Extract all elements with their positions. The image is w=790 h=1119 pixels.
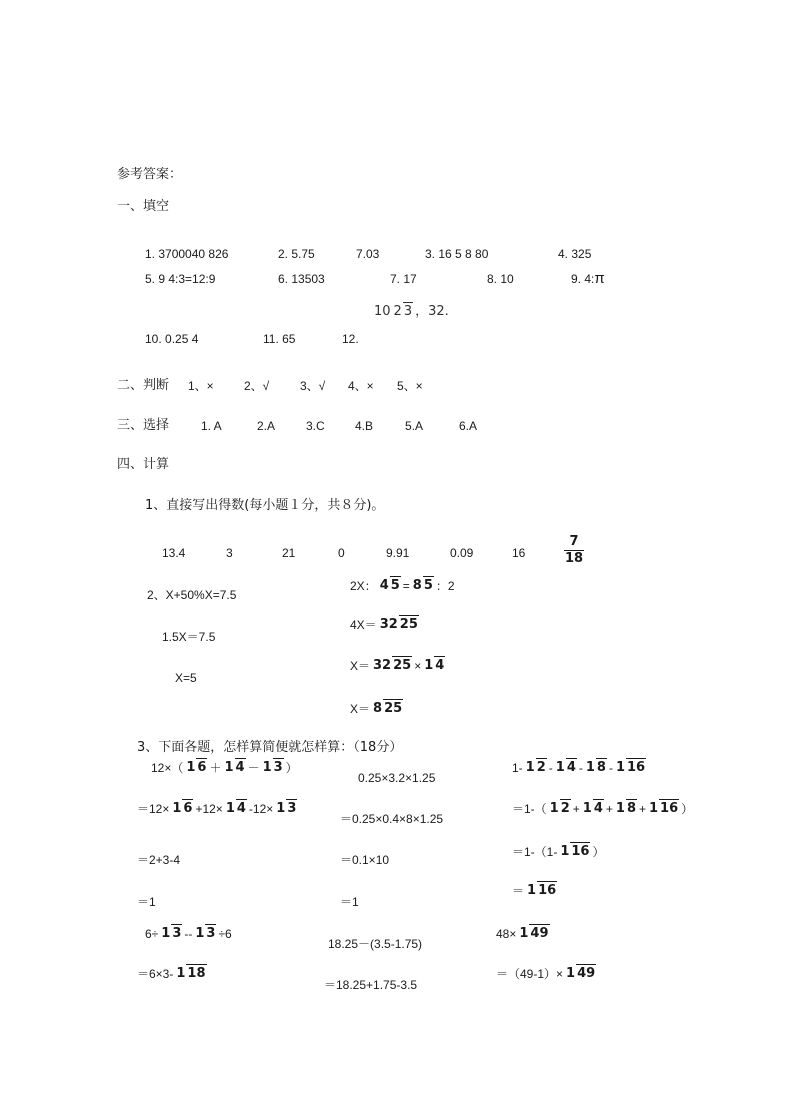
fraction: 1 8 [585, 760, 606, 775]
expr-text: ：2 [435, 578, 455, 593]
judge-4: 4、× [348, 379, 374, 393]
section-3-heading: 三、选择 [117, 418, 170, 433]
judge-3: 3、√ [300, 379, 326, 393]
fraction: 1 4 [424, 658, 445, 673]
expr-text: ） [285, 760, 298, 775]
fraction: 1 3 [161, 926, 182, 941]
fraction: 1 49 [519, 926, 549, 941]
fraction: 1 3 [276, 801, 297, 816]
expr-text: 48× [496, 926, 517, 941]
pi-symbol: π [594, 270, 605, 287]
q3-c-line-4 [512, 884, 559, 898]
q3-d-line-1 [145, 927, 232, 941]
plus-sign: + [572, 801, 580, 816]
q1-title: 1、直接写出得数(每小题１分，共８分)。 [145, 498, 385, 513]
fill-answer-4: 4. 325 [558, 247, 592, 261]
fraction: 1 3 [195, 926, 216, 941]
q1-value-3: 21 [282, 546, 296, 560]
minus-sign: - [608, 760, 613, 775]
choice-1: 1. A [201, 419, 222, 433]
expr-text: X＝ [350, 658, 371, 673]
q3-d-line-2 [137, 967, 209, 981]
q2-ratio-equation [350, 579, 455, 593]
expr-text: 4X＝ [350, 617, 377, 632]
fraction: 1 4 [225, 801, 246, 816]
q3-f-line-1 [496, 927, 552, 941]
equals-sign: = [402, 578, 410, 593]
judge-5: 5、× [397, 379, 423, 393]
fraction: 1 3 [262, 760, 283, 775]
fraction: 1 16 [649, 801, 679, 816]
fraction: 1 4 [555, 760, 576, 775]
fraction: 1 8 [615, 801, 636, 816]
q3-c-line-3 [512, 845, 605, 859]
fill-answer-1: 1. 3700040 826 [145, 247, 229, 261]
expr-text: ） [681, 801, 694, 816]
fraction: 32 25 [373, 658, 412, 673]
q3-a-line-3: ＝2+3-4 [137, 853, 181, 867]
fill-answer-2: 2. 5.75 [278, 247, 315, 261]
mixed-fraction: 2 3 [393, 304, 413, 319]
q3-title: 3、下面各题，怎样算简便就怎样算：（18分） [137, 740, 403, 755]
choice-4: 4.B [355, 419, 374, 433]
fraction: 1 2 [525, 760, 546, 775]
fill-answer-11: 11. 65 [263, 332, 296, 346]
expr-text: ＝ [512, 883, 525, 898]
fill-answer-12: 12. [342, 332, 359, 346]
fill-answer-6: 6. 13503 [278, 272, 325, 286]
q2-right-step-1 [350, 618, 421, 632]
fraction: 1 4 [224, 760, 245, 775]
section-4-heading: 四、计算 [117, 457, 170, 472]
fraction: $\frac{7}{18}$ [565, 534, 584, 566]
expr-text: ＝（49-1）× [496, 966, 564, 981]
fill-answer-8: 8. 10 [487, 272, 514, 286]
plus-sign: ＋ [209, 760, 222, 775]
times-sign: × [414, 658, 422, 673]
expr-text: ÷6 [218, 926, 232, 941]
fill-answer-9-ratio: 9. 4: [571, 272, 595, 286]
plus-sign: + [638, 801, 646, 816]
fraction: 1 6 [186, 760, 207, 775]
expr-text: X＝ [350, 701, 371, 716]
fraction: 1 4 [582, 801, 603, 816]
answer-key-title: 参考答案： [117, 167, 183, 182]
minus-sign: - [578, 760, 583, 775]
fraction: 8 25 [373, 701, 403, 716]
q3-a-line-4: ＝1 [137, 895, 156, 909]
q3-b-line-4: ＝1 [340, 895, 359, 909]
fraction: 1 16 [615, 760, 646, 775]
q3-f-line-2 [496, 967, 598, 981]
fraction: 1 2 [549, 801, 570, 816]
q3-e-line-1: 18.25－(3.5-1.75) [328, 937, 423, 951]
q1-value-1: 13.4 [162, 546, 186, 560]
choice-2: 2.A [257, 419, 276, 433]
section-1-heading: 一、填空 [117, 199, 170, 214]
q2-right-step-3 [350, 702, 405, 716]
fill-answer-10: 10. 0.25 4 [145, 332, 199, 346]
mixed-whole: 10 [374, 304, 391, 320]
plus-sign: + [605, 801, 613, 816]
q1-value-5: 9.91 [386, 546, 410, 560]
fraction: 1 6 [172, 801, 193, 816]
fraction: 1 18 [176, 966, 206, 981]
fraction: 1 16 [527, 883, 557, 898]
choice-5: 5.A [405, 419, 424, 433]
choice-6: 6.A [459, 419, 478, 433]
q2-step-2: X=5 [175, 671, 197, 685]
expr-text: ＝12× [137, 801, 170, 816]
q2-step-1: 1.5X＝7.5 [162, 630, 216, 644]
q1-value-2: 3 [226, 546, 233, 560]
fraction: 8 5 [412, 578, 433, 593]
q2-right-step-2 [350, 659, 447, 673]
q1-value-4: 0 [338, 546, 345, 560]
judge-1: 1、× [188, 379, 214, 393]
expr-text: ＝1-（1- [512, 844, 558, 859]
q3-b-line-2: ＝0.25×0.4×8×1.25 [340, 812, 444, 826]
expr-text: 6÷ [145, 926, 159, 941]
expr-text: ） [592, 844, 605, 859]
minus-sign: － [247, 760, 260, 775]
mixed-number-answer [374, 305, 449, 319]
expr-text: ＝1-（ [512, 801, 547, 816]
fraction: 32 25 [379, 617, 418, 632]
fill-answer-3: 3. 16 5 8 80 [425, 247, 489, 261]
fill-answer-5: 5. 9 4:3=12:9 [145, 272, 216, 286]
expr-text: 1- [512, 760, 523, 775]
fraction: 1 49 [566, 966, 596, 981]
q1-value-6: 0.09 [450, 546, 474, 560]
fill-answer-9 [571, 271, 605, 286]
q3-b-line-3: ＝0.1×10 [340, 853, 390, 867]
fraction: 4 5 [379, 578, 400, 593]
section-2-heading: 二、判断 [117, 378, 170, 393]
expr-text: -- [184, 926, 193, 941]
expr-text: 2X： [350, 578, 377, 593]
q3-c-line-1 [512, 761, 648, 775]
minus-sign: - [548, 760, 553, 775]
q1-value-8 [562, 535, 586, 565]
judge-2: 2、√ [244, 379, 270, 393]
q1-value-7: 16 [512, 546, 526, 560]
mixed-tail: ，32. [415, 304, 449, 320]
q3-c-line-2 [512, 802, 693, 816]
choice-3: 3.C [306, 419, 325, 433]
q2-equation: 2、X+50%X=7.5 [147, 588, 237, 602]
fill-answer-2b: 7.03 [356, 247, 380, 261]
fill-answer-7: 7. 17 [390, 272, 417, 286]
expr-text: +12× [195, 801, 223, 816]
q3-e-line-2: ＝18.25+1.75-3.5 [324, 978, 418, 992]
q3-a-line-2 [137, 802, 299, 816]
fraction: 1 16 [560, 844, 590, 859]
q3-b-line-1: 0.25×3.2×1.25 [358, 771, 436, 785]
expr-text: ＝6×3- [137, 966, 174, 981]
q3-a-line-1 [151, 761, 298, 775]
expr-text: -12× [248, 801, 274, 816]
expr-text: 12×（ [151, 760, 184, 775]
